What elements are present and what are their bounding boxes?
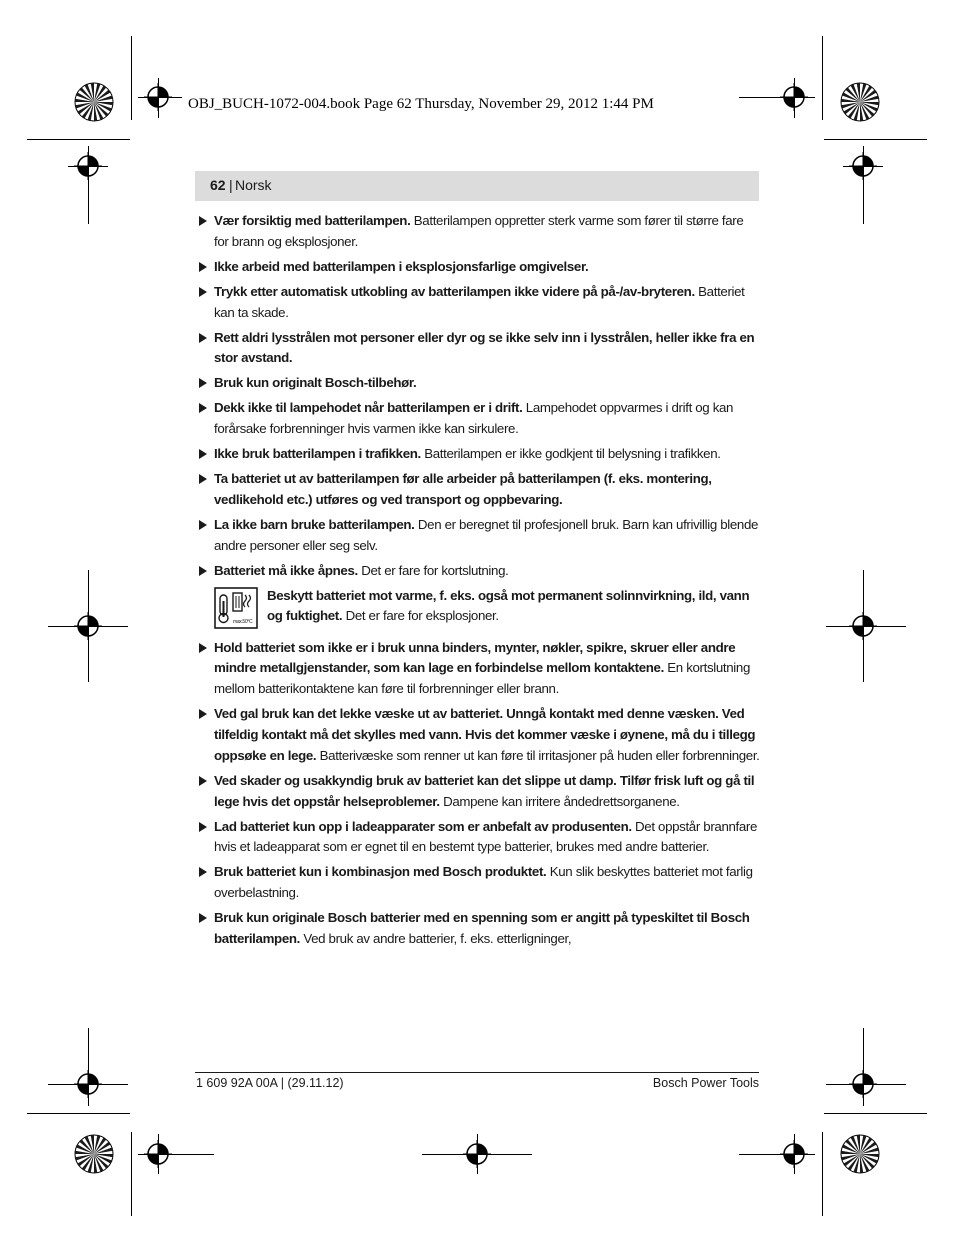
list-item xyxy=(198,257,761,278)
registration-mark-icon xyxy=(849,152,877,180)
warning-block xyxy=(198,586,761,630)
item-bold: La ikke barn bruke batterilampen. xyxy=(214,516,415,532)
registration-mark-icon xyxy=(74,612,102,640)
bullet-triangle-icon xyxy=(199,709,207,719)
item-bold: Trykk etter automatisk utkobling av batterilampen ikke videre på på-/av-bryteren. xyxy=(214,283,695,299)
item-text: Batterilampen oppretter sterk varme som fører til større fare for brann og eksplosjoner. xyxy=(214,213,744,249)
item-bold: Bruk kun originale Bosch batterier med en spenning som er angitt på typeskiltet til Bosch batterilampen. xyxy=(214,910,750,946)
page-language: Norsk xyxy=(235,177,272,193)
list-item xyxy=(198,444,761,465)
footer-divider xyxy=(195,1072,759,1073)
registration-mark-icon xyxy=(780,1140,808,1168)
list-item xyxy=(198,282,761,324)
crop-mark xyxy=(131,1132,132,1216)
item-bold: Dekk ikke til lampehodet når batterilampen er i drift. xyxy=(214,400,523,416)
list-item xyxy=(198,328,761,370)
registration-mark-icon xyxy=(74,1070,102,1098)
item-text: Batterilampen er ikke godkjent til belysning i trafikken. xyxy=(420,446,721,462)
bullet-triangle-icon xyxy=(199,449,207,459)
list-item xyxy=(198,211,761,253)
crop-mark xyxy=(824,1113,927,1114)
svg-text:max.50°C: max.50°C xyxy=(233,618,253,625)
bullet-triangle-icon xyxy=(199,378,207,388)
item-bold: Hold batteriet som ikke er i bruk unna binders, mynter, nøkler, spikre, skruer eller andre mindre metallgjenstander, som kan lage en forbindelse mellom kontaktene. xyxy=(214,639,736,676)
bullet-triangle-icon xyxy=(199,643,207,653)
item-bold: Ved skader og usakkyndig bruk av batteriet kan det slippe ut damp. Tilfør frisk luft og gå til lege hvis det oppstår helseproblemer. xyxy=(214,772,755,809)
item-text: Lampehodet oppvarmes i drift og kan forårsake forbrenninger hvis varmen ikke kan sirkulere. xyxy=(214,400,734,437)
registration-mark-icon xyxy=(780,83,808,111)
list-item xyxy=(198,561,761,582)
heat-protection-icon xyxy=(214,587,258,629)
list-item xyxy=(198,862,761,904)
list-item xyxy=(198,398,761,440)
page-header xyxy=(195,171,759,201)
header-separator: | xyxy=(229,177,233,193)
crop-mark xyxy=(27,1113,130,1114)
registration-mark-icon xyxy=(144,83,172,111)
item-bold: Batteriet må ikke åpnes. xyxy=(214,562,358,578)
star-target-icon xyxy=(840,82,880,122)
star-target-icon xyxy=(840,1134,880,1174)
bullet-triangle-icon xyxy=(199,403,207,413)
crop-mark xyxy=(824,139,927,140)
item-bold: Vær forsiktig med batterilampen. xyxy=(214,213,411,228)
registration-mark-icon xyxy=(74,152,102,180)
bullet-triangle-icon xyxy=(199,776,207,786)
crop-mark xyxy=(822,36,823,120)
bullet-triangle-icon xyxy=(199,262,207,272)
item-text: Batterivæske som renner ut kan føre til irritasjoner på huden eller forbrenninger. xyxy=(316,747,760,763)
bullet-triangle-icon xyxy=(199,474,207,484)
item-text: Ved bruk av andre batterier, f. eks. etterligninger, xyxy=(299,930,572,946)
bullet-triangle-icon xyxy=(199,822,207,832)
star-target-icon xyxy=(74,82,114,122)
book-info: OBJ_BUCH-1072-004.book Page 62 Thursday, November 29, 2012 1:44 PM xyxy=(188,96,654,112)
list-item xyxy=(198,771,761,813)
footer-document-number: 1 609 92A 00A | (29.11.12) xyxy=(196,1076,344,1090)
registration-mark-icon xyxy=(463,1140,491,1168)
list-item xyxy=(198,908,761,950)
bullet-triangle-icon xyxy=(199,566,207,576)
crop-mark xyxy=(27,139,130,140)
registration-mark-icon xyxy=(849,1070,877,1098)
item-bold: Ikke bruk batterilampen i trafikken. xyxy=(214,446,421,462)
item-bold: Bruk kun originalt Bosch-tilbehør. xyxy=(214,375,417,391)
safety-instructions xyxy=(198,211,761,954)
list-item xyxy=(198,638,761,700)
crop-mark xyxy=(131,36,132,120)
item-text: Batteriet kan ta skade. xyxy=(214,283,745,320)
list-item xyxy=(198,817,761,859)
item-bold: Ta batteriet ut av batterilampen før alle arbeider på batterilampen (f. eks. montering, vedlikehold etc.) utføres og ved transport og oppbevaring. xyxy=(214,471,712,507)
bullet-triangle-icon xyxy=(199,287,207,297)
warning-text: Det er fare for eksplosjoner. xyxy=(342,608,499,624)
item-text: Dampene kan irritere åndedrettsorganene. xyxy=(439,793,680,809)
list-item xyxy=(198,515,761,557)
item-bold: Ikke arbeid med batterilampen i eksplosjonsfarlige omgivelser. xyxy=(214,258,589,274)
bullet-triangle-icon xyxy=(199,216,207,226)
warning-bold: Beskytt batteriet mot varme, f. eks. også mot permanent solinnvirkning, ild, vann og fuktighet. xyxy=(267,587,750,624)
bullet-triangle-icon xyxy=(199,520,207,530)
item-bold: Rett aldri lysstrålen mot personer eller dyr og se ikke selv inn i lysstrålen, heller ikke fra en stor avstand. xyxy=(214,329,755,366)
item-text: Kun slik beskyttes batteriet mot farlig overbelastning. xyxy=(214,864,753,901)
star-target-icon xyxy=(74,1134,114,1174)
item-bold: Lad batteriet kun opp i ladeapparater som er anbefalt av produsenten. xyxy=(214,818,632,834)
bullet-triangle-icon xyxy=(199,867,207,877)
bullet-triangle-icon xyxy=(199,913,207,923)
registration-mark-icon xyxy=(849,612,877,640)
crop-mark xyxy=(822,1132,823,1216)
item-text: En kortslutning mellom batterikontaktene kan føre til forbrenninger eller brann. xyxy=(214,660,750,697)
list-item xyxy=(198,469,761,511)
item-text: Det oppstår brannfare hvis et ladeapparat som er egnet til en bestemt type batterier, brukes med andre batterier. xyxy=(214,818,758,855)
item-bold: Ved gal bruk kan det lekke væske ut av batteriet. Unngå kontakt med denne væsken. Ved tilfeldig kontakt må det skylles med vann. Hvis det kommer væske i øynene, må du i tillegg oppsøke en lege. xyxy=(214,706,756,763)
item-bold: Bruk batteriet kun i kombinasjon med Bosch produktet. xyxy=(214,864,547,880)
item-text: Det er fare for kortslutning. xyxy=(357,562,509,578)
list-item xyxy=(198,373,761,394)
list-item xyxy=(198,704,761,766)
registration-mark-icon xyxy=(144,1140,172,1168)
bullet-triangle-icon xyxy=(199,333,207,343)
page-number: 62 xyxy=(210,177,226,193)
item-text: Den er beregnet til profesjonell bruk. Barn kan ufrivillig blende andre personer eller seg selv. xyxy=(214,516,759,553)
footer-brand: Bosch Power Tools xyxy=(652,1076,759,1090)
